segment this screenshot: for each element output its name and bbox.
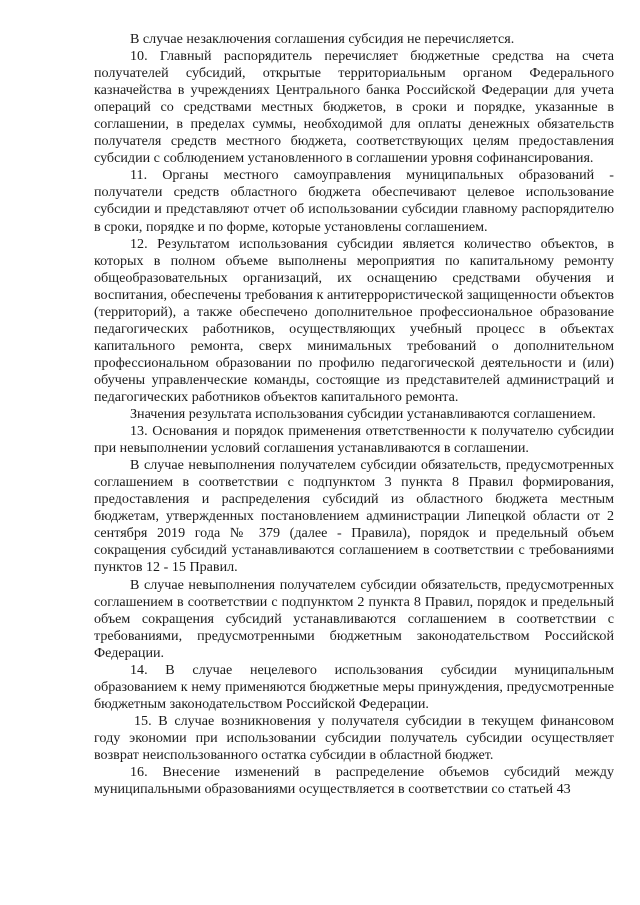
paragraph-13: 13. Основания и порядок применения ответственности к получателю субсидии при невыполнении условий соглашения устанавливаются в соглашении. — [94, 423, 614, 457]
paragraph-no-agreement: В случае незаключения соглашения субсидия не перечисляется. — [130, 31, 515, 47]
paragraph-14: 14. В случае нецелевого использования субсидии муниципальным образованием к нему применяются бюджетные меры принуждения, предусмотренные бюджетным законодательством Российской Федерации. — [94, 661, 614, 712]
paragraph-10: 10. Главный распорядитель перечисляет бюджетные средства на счета получателей субсидий, открытые территориальным органом Федерального казначейства в учреждениях Центрального банка Российской Федерации для учета операций со средствами местных бюджетов, в сроки и порядке, указанные в соглашении, в пределах суммы, необходимой для оплаты денежных обязательств получателя средств местного бюджета, соответствующих целям предоставления субсидии с соблюдением установленного в соглашении уровня софинансирования. — [94, 48, 614, 167]
paragraph-12: 12. Результатом использования субсидии является количество объектов, в которых в полном объеме выполнены мероприятия по капитальному ремонту общеобразовательных организаций, их оснащению средствами обучения и воспитания, обеспечены требования к антитеррористической защищенности объектов (территорий), а также обеспечено дополнительное профессиональное образование педагогических работников, осуществляющих учебный процесс в объектах капитального ремонта, сверх минимальных требований о дополнительном профессиональном образовании по профилю педагогической деятельности и (или) обучены управленческие команды, состоящие из представителей администраций и педагогических работников объектов капитального ремонта. — [94, 235, 614, 405]
paragraph-15: 15. В случае возникновения у получателя субсидии в текущем финансовом году экономии при использовании субсидии получатель субсидии осуществляет возврат неиспользованного остатка субсидии в областной бюджет. — [94, 712, 614, 763]
paragraph-13-subparagraph-2: В случае невыполнения получателем субсидии обязательств, предусмотренных соглашением в соответствии с подпунктом 2 пункта 8 Правил, порядок и предельный объем сокращения субсидий устанавливаются соглашением в соответствии с требованиями, предусмотренными бюджетным законодательством Российской Федерации. — [94, 576, 614, 661]
paragraph-12-result-values: Значения результата использования субсидии устанавливаются соглашением. — [130, 406, 596, 423]
paragraph-11: 11. Органы местного самоуправления муниципальных образований - получатели средств областного бюджета обеспечивают целевое использование субсидии и представляют отчет об использовании субсидии главному распорядителю в сроки, порядке и по форме, которые установлены соглашением. — [94, 167, 614, 235]
paragraph-13-subparagraph-3: В случае невыполнения получателем субсидии обязательств, предусмотренных соглашением в соответствии с подпунктом 3 пункта 8 Правил формирования, предоставления и распределения субсидий из областного бюджета местным бюджетам, утвержденных постановлением администрации Липецкой области от 2 сентября 2019 года № 379 (далее - Правила), порядок и предельный объем сокращения субсидий устанавливаются соглашением в соответствии с требованиями пунктов 12 - 15 Правил. — [94, 457, 614, 576]
paragraph-16: 16. Внесение изменений в распределение объемов субсидий между муниципальными образованиями осуществляется в соответствии со статьей 43 — [94, 764, 614, 798]
